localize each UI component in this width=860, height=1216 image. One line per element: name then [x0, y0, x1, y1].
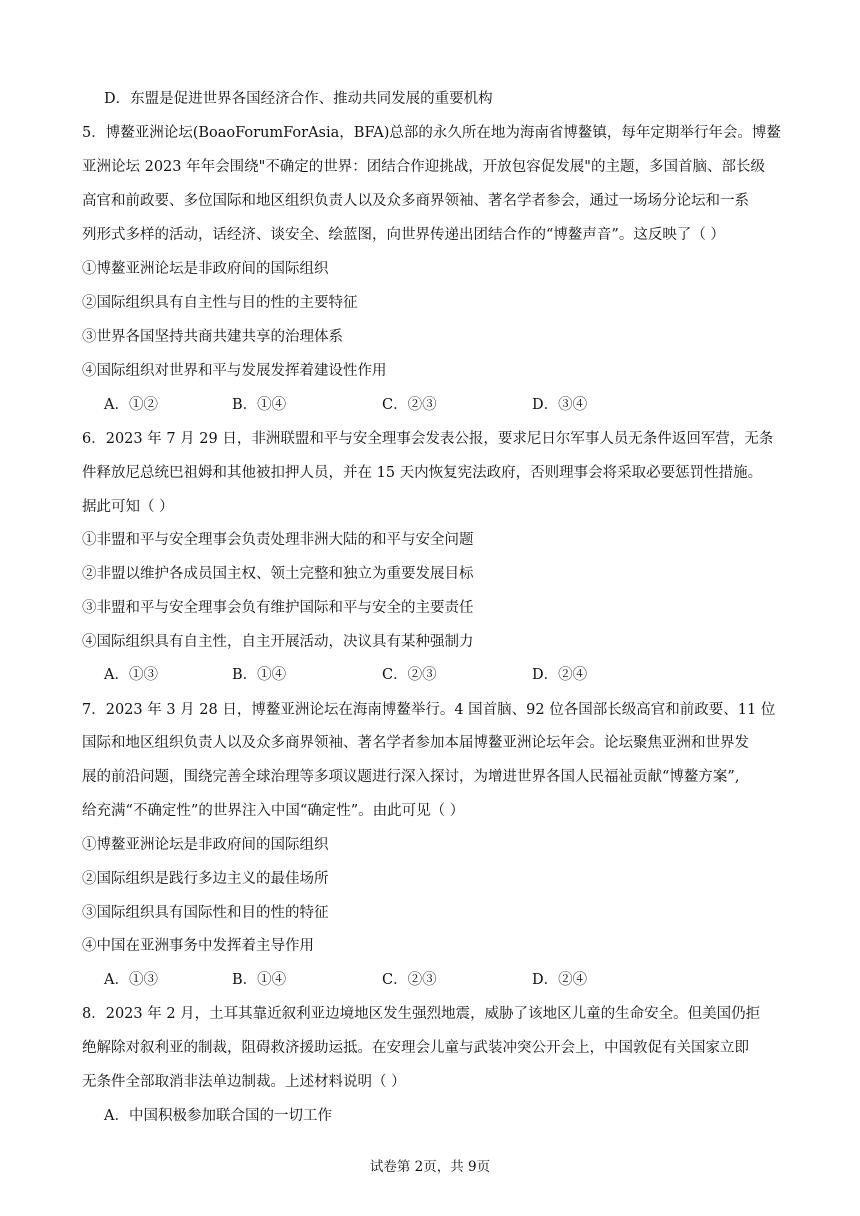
q6-option-c: C．②③ — [382, 667, 437, 683]
page-footer: 试卷第 2页，共 9页 — [369, 1159, 491, 1175]
q6-options — [104, 665, 744, 685]
q7-statement-3: ③国际组织具有国际性和目的性的特征 — [82, 905, 329, 921]
q6-statement-3: ③非盟和平与安全理事会负有维护国际和平与安全的主要责任 — [82, 600, 474, 616]
q5-stem-line-4: 列形式多样的活动，话经济、谈安全、绘蓝图，向世界传递出团结合作的“博鳌声音”。这反映了（ ） — [82, 227, 725, 243]
q5-stem-line-2: 亚洲论坛 2023 年年会围绕"不确定的世界：团结合作迎挑战，开放包容促发展"的主题，多国首脑、部长级 — [82, 159, 765, 175]
q6-statement-4: ④国际组织具有自主性，自主开展活动，决议具有某种强制力 — [82, 634, 474, 650]
q5-statement-2: ②国际组织具有自主性与目的性的主要特征 — [82, 295, 358, 311]
q6-option-d: D．②④ — [532, 667, 588, 683]
q7-statement-2: ②国际组织是践行多边主义的最佳场所 — [82, 871, 329, 887]
q7-stem-line-1: 7．2023 年 3 月 28 日，博鳌亚洲论坛在海南博鳌举行。4 国首脑、92 位各国部长级高官和前政要、11 位 — [82, 702, 776, 718]
q5-statement-4: ④国际组织对世界和平与发展发挥着建设性作用 — [82, 363, 387, 379]
q5-stem-line-3: 高官和前政要、多位国际和地区组织负责人以及众多商界领袖、著名学者参会，通过一场场分论坛和一系 — [82, 193, 749, 209]
q5-option-b: B．①④ — [232, 397, 287, 413]
q5-stem-line-1: 5．博鳌亚洲论坛(BoaoForumForAsia，BFA)总部的永久所在地为海南省博鳌镇，每年定期举行年会。博鳌 — [82, 125, 781, 141]
q8-stem-line-2: 绝解除对叙利亚的制裁，阻碍救济援助运抵。在安理会儿童与武装冲突公开会上，中国敦促有关国家立即 — [82, 1040, 749, 1056]
q8-stem-line-1: 8．2023 年 2 月，土耳其靠近叙利亚边境地区发生强烈地震，威胁了该地区儿童的生命安全。但美国仍拒 — [82, 1006, 761, 1022]
q5-statement-3: ③世界各国坚持共商共建共享的治理体系 — [82, 329, 343, 345]
q8-stem-line-3: 无条件全部取消非法单边制裁。上述材料说明（ ） — [82, 1074, 406, 1090]
q5-option-c: C．②③ — [382, 397, 437, 413]
q5-option-d: D．③④ — [532, 397, 588, 413]
q5-option-a: A．①② — [104, 397, 158, 413]
q5-options — [104, 395, 744, 415]
q7-stem-line-3: 展的前沿问题，围绕完善全球治理等多项议题进行深入探讨，为增进世界各国人民福祉贡献“博鳌方案”, — [82, 769, 740, 785]
q7-options — [104, 970, 744, 990]
q6-stem-line-2: 件释放尼总统巴祖姆和其他被扣押人员，并在 15 天内恢复宪法政府，否则理事会将采取必要惩罚性措施。 — [82, 465, 763, 481]
q6-statement-1: ①非盟和平与安全理事会负责处理非洲大陆的和平与安全问题 — [82, 532, 474, 548]
q7-option-c: C．②③ — [382, 972, 437, 988]
q6-stem-line-1: 6．2023 年 7 月 29 日，非洲联盟和平与安全理事会发表公报，要求尼日尔军事人员无条件返回军营，无条 — [82, 431, 774, 447]
q6-stem-line-3: 据此可知（ ） — [82, 499, 174, 515]
q7-option-a: A．①③ — [104, 972, 158, 988]
q6-statement-2: ②非盟以维护各成员国主权、领土完整和独立为重要发展目标 — [82, 566, 474, 582]
q4-option-d: D．东盟是促进世界各国经济合作、推动共同发展的重要机构 — [104, 91, 493, 107]
q7-option-b: B．①④ — [232, 972, 287, 988]
q7-stem-line-4: 给充满“不确定性”的世界注入中国“确定性”。由此可见（ ） — [82, 803, 465, 819]
q6-option-b: B．①④ — [232, 667, 287, 683]
q7-statement-4: ④中国在亚洲事务中发挥着主导作用 — [82, 938, 314, 954]
q8-option-a: A．中国积极参加联合国的一切工作 — [104, 1108, 332, 1124]
q5-statement-1: ①博鳌亚洲论坛是非政府间的国际组织 — [82, 261, 329, 277]
q6-option-a: A．①③ — [104, 667, 158, 683]
q7-stem-line-2: 国际和地区组织负责人以及众多商界领袖、著名学者参加本届博鳌亚洲论坛年会。论坛聚焦亚洲和世界发 — [82, 735, 749, 751]
q7-option-d: D．②④ — [532, 972, 588, 988]
q7-statement-1: ①博鳌亚洲论坛是非政府间的国际组织 — [82, 837, 329, 853]
